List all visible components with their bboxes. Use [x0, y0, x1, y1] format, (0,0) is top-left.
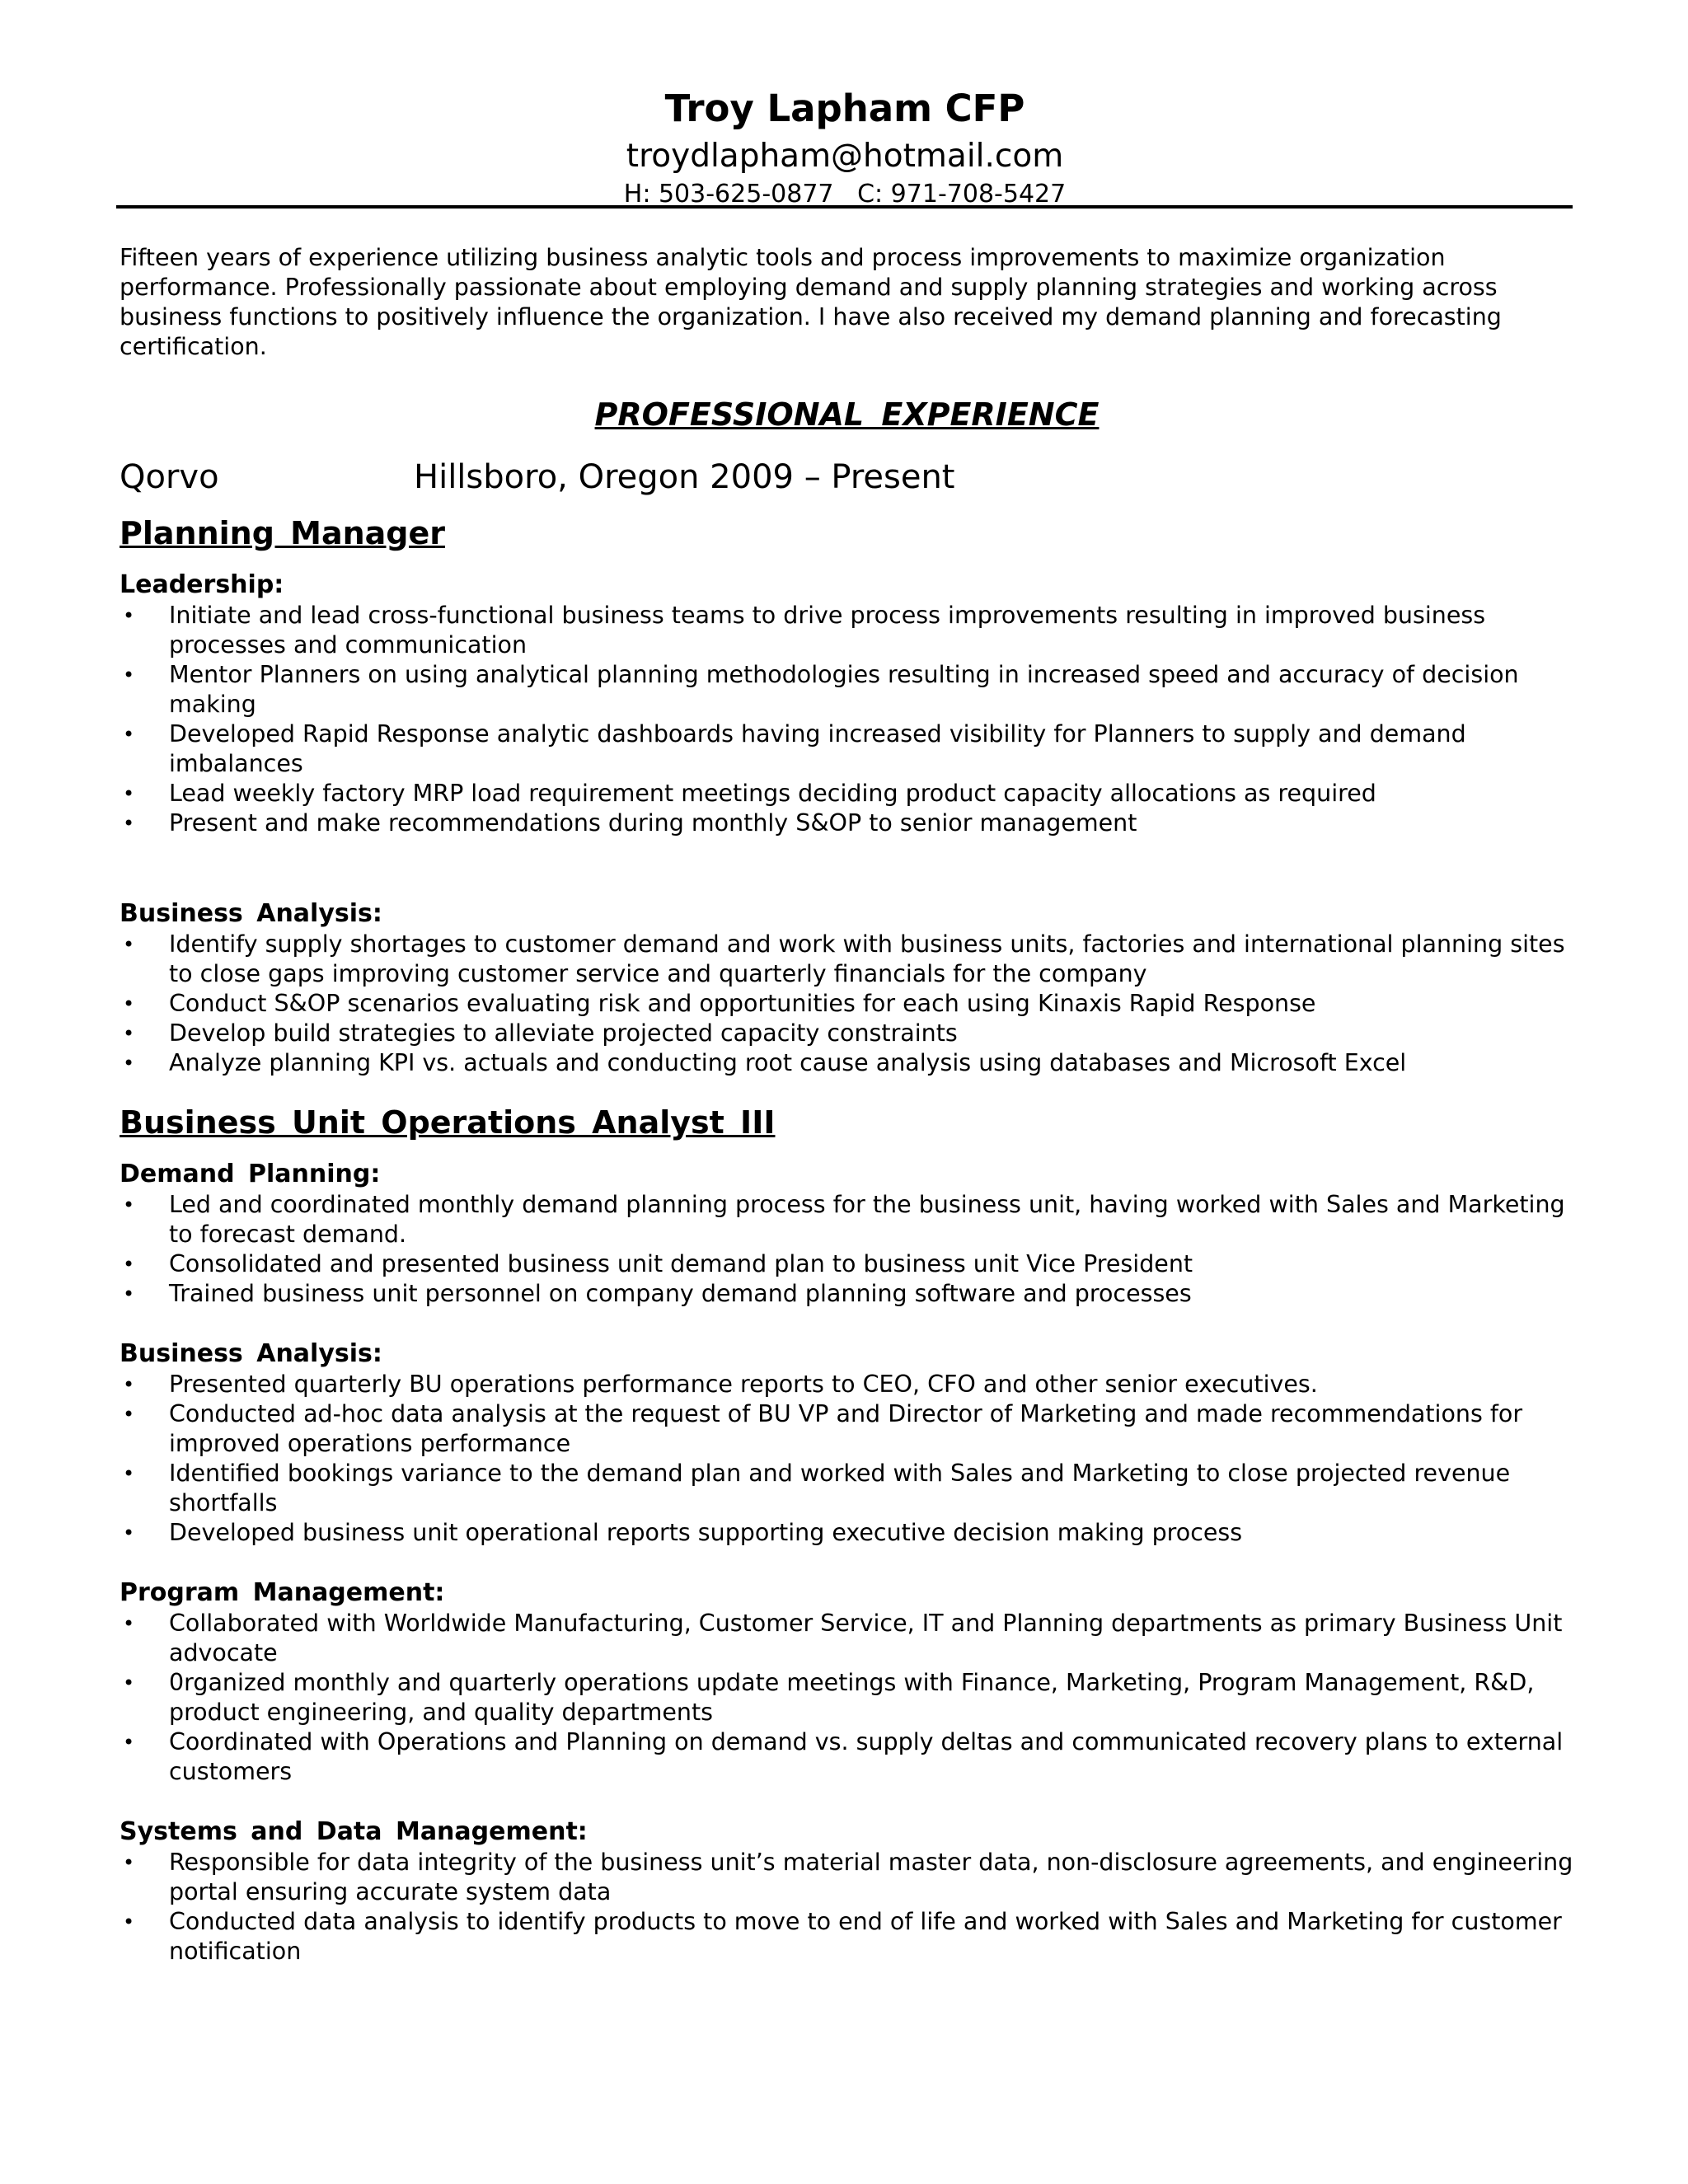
bullet-icon: • — [123, 1022, 135, 1045]
resume-header — [120, 82, 1570, 211]
list-item: • Mentor Planners on using analytical planning methodologies resulting in increased speed and accuracy of decision making — [123, 661, 1519, 718]
list-item: • Present and make recommendations during monthly S&OP to senior management — [123, 809, 1137, 837]
group-business-analysis-1 — [120, 898, 1574, 1078]
candidate-name: Troy Lapham CFP — [664, 87, 1025, 130]
bullet-icon: • — [123, 1910, 135, 1933]
summary-paragraph: Fifteen years of experience utilizing business analytic tools and process improvements to maximize organization performance. Professionally passionate about employing demand and supply planning strategies and working across business functions to positively influence the organization. I have also received my demand planning and forecasting certification. — [120, 244, 1502, 360]
group-heading: Business Analysis: — [120, 1339, 382, 1368]
list-item: • Develop build strategies to alleviate projected capacity constraints — [123, 1019, 958, 1047]
list-item: • Analyze planning KPI vs. actuals and conducting root cause analysis using databases and Microsoft Excel — [123, 1049, 1407, 1076]
list-item: • Presented quarterly BU operations performance reports to CEO, CFO and other senior executives. — [123, 1371, 1318, 1398]
bullet-icon: • — [123, 933, 135, 956]
header-divider — [116, 205, 1573, 209]
group-leadership — [120, 569, 1574, 838]
group-demand-planning — [120, 1159, 1574, 1309]
list-item: • Lead weekly factory MRP load requirement meetings deciding product capacity allocations as required — [123, 780, 1376, 807]
group-heading: Business Analysis: — [120, 899, 382, 928]
group-heading: Systems and Data Management: — [120, 1817, 588, 1846]
bullet-icon: • — [123, 1403, 135, 1426]
list-item: • Developed business unit operational reports supporting executive decision making process — [123, 1519, 1243, 1546]
group-program-management — [120, 1577, 1574, 1787]
bullet-icon: • — [123, 1671, 135, 1694]
group-business-analysis-2 — [120, 1338, 1574, 1548]
bullet-icon: • — [123, 1373, 135, 1396]
resume-body — [120, 243, 1574, 1966]
bullet-icon: • — [123, 1253, 135, 1276]
list-item: • 0rganized monthly and quarterly operations update meetings with Finance, Marketing, Program Management, R&D, product engineering, and quality departments — [123, 1669, 1535, 1726]
bullet-icon: • — [123, 1731, 135, 1754]
list-item: • Identify supply shortages to customer demand and work with business units, factories and international planning sites to close gaps improving customer service and quarterly financials for the company — [123, 930, 1565, 987]
list-item: • Collaborated with Worldwide Manufacturing, Customer Service, IT and Planning departments as primary Business Unit advocate — [123, 1610, 1563, 1666]
company-name: Qorvo — [120, 458, 219, 496]
list-item: • Led and coordinated monthly demand planning process for the business unit, having worked with Sales and Marketing to forecast demand. — [123, 1191, 1565, 1248]
bullet-list — [120, 1370, 1574, 1548]
bullet-icon: • — [123, 1521, 135, 1544]
bullet-list — [120, 601, 1574, 838]
bullet-icon: • — [123, 604, 135, 627]
list-item: • Conducted data analysis to identify products to move to end of life and worked with Sales and Marketing for customer notification — [123, 1908, 1562, 1965]
job-title-bu-operations-analyst: Business Unit Operations Analyst III — [120, 1104, 776, 1141]
list-item: • Initiate and lead cross-functional business teams to drive process improvements resulting in improved business processes and communication — [123, 602, 1486, 658]
bullet-list — [120, 1190, 1574, 1309]
bullet-icon: • — [123, 663, 135, 687]
list-item: • Responsible for data integrity of the business unit’s material master data, non-disclosure agreements, and engineering portal ensuring accurate system data — [123, 1849, 1573, 1905]
list-item: • Developed Rapid Response analytic dashboards having increased visibility for Planners to supply and demand imbalances — [123, 720, 1466, 777]
bullet-icon: • — [123, 1851, 135, 1874]
list-item: • Coordinated with Operations and Planning on demand vs. supply deltas and communicated recovery plans to external customers — [123, 1728, 1564, 1785]
group-heading: Leadership: — [120, 570, 284, 599]
contact-email: troydlapham@hotmail.com — [626, 138, 1064, 175]
job-title-planning-manager: Planning Manager — [120, 515, 445, 551]
contact-phones: H: 503-625-0877 C: 971-708-5427 — [623, 180, 1067, 209]
bullet-list — [120, 930, 1574, 1078]
company-row — [120, 454, 1574, 500]
bullet-icon: • — [123, 1612, 135, 1635]
bullet-icon: • — [123, 723, 135, 746]
group-systems-data-management — [120, 1816, 1574, 1966]
section-title-experience: PROFESSIONAL EXPERIENCE — [594, 396, 1100, 433]
bullet-list — [120, 1848, 1574, 1966]
group-heading: Demand Planning: — [120, 1160, 381, 1188]
bullet-icon: • — [123, 1282, 135, 1305]
bullet-icon: • — [123, 1462, 135, 1485]
company-location-dates: Hillsboro, Oregon 2009 – Present — [414, 458, 955, 496]
bullet-icon: • — [123, 1193, 135, 1216]
bullet-icon: • — [123, 812, 135, 835]
bullet-icon: • — [123, 782, 135, 805]
list-item: • Conduct S&OP scenarios evaluating risk and opportunities for each using Kinaxis Rapid Response — [123, 990, 1316, 1017]
list-item: • Consolidated and presented business unit demand plan to business unit Vice President — [123, 1250, 1193, 1277]
bullet-list — [120, 1609, 1574, 1787]
bullet-icon: • — [123, 1052, 135, 1075]
bullet-icon: • — [123, 992, 135, 1015]
group-heading: Program Management: — [120, 1578, 445, 1607]
list-item: • Conducted ad-hoc data analysis at the request of BU VP and Director of Marketing and made recommendations for improved operations performance — [123, 1400, 1523, 1457]
list-item: • Identified bookings variance to the demand plan and worked with Sales and Marketing to close projected revenue shortfalls — [123, 1460, 1511, 1516]
list-item: • Trained business unit personnel on company demand planning software and processes — [123, 1280, 1192, 1307]
